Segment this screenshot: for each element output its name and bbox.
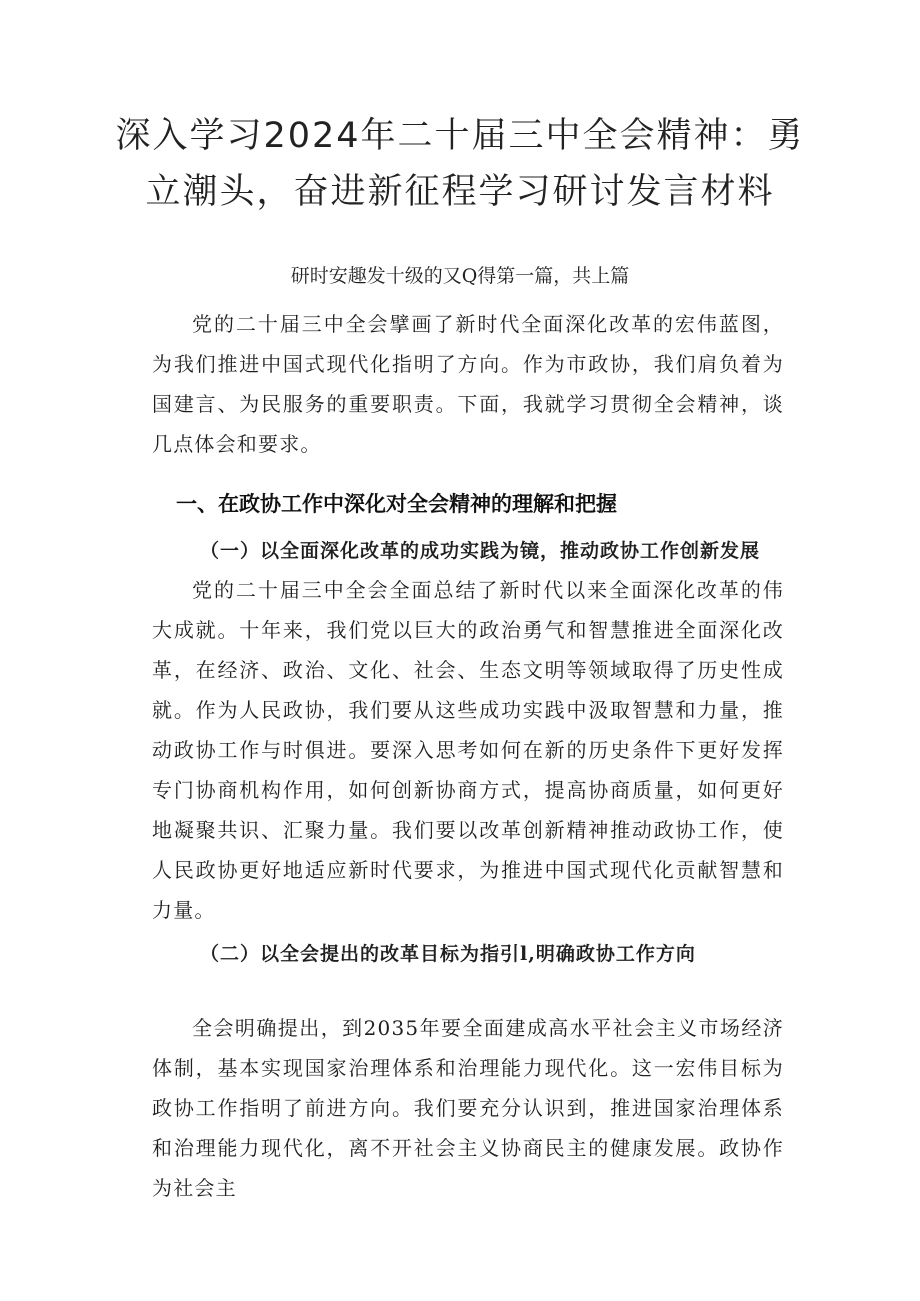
- document-title: 深入学习2024年二十届三中全会精神：勇立潮头，奋进新征程学习研讨发言材料: [115, 116, 805, 212]
- subsection-heading-1: （一）以全面深化改革的成功实践为镜，推动政协工作创新发展: [200, 540, 761, 562]
- subsection-2-paragraph: 全会明确提出，到2035年要全面建成高水平社会主义市场经济体制，基本实现国家治理体系和治理能力现代化。这一宏伟目标为政协工作指明了前进方向。我们要充分认识到，推进国家治理体系和治理能力现代化，离不开社会主义协商民主的健康发展。政协作为社会主: [152, 1016, 784, 1200]
- document-subtitle: 研时安趣发十级的又Q得第一篇，共上篇: [290, 265, 630, 287]
- subsection-heading-2: （二）以全会提出的改革目标为指引l,明确政协工作方向: [200, 943, 696, 965]
- section-heading-1: 一、在政协工作中深化对全会精神的理解和把握: [176, 492, 617, 516]
- subsection-1-paragraph: 党的二十届三中全会全面总结了新时代以来全面深化改革的伟大成就。十年来，我们党以巨大的政治勇气和智慧推进全面深化改革，在经济、政治、文化、社会、生态文明等领域取得了历史性成就。作为人民政协，我们要从这些成功实践中汲取智慧和力量，推动政协工作与时俱进。要深入思考如何在新的历史条件下更好发挥专门协商机构作用，如何创新协商方式，提高协商质量，如何更好地凝聚共识、汇聚力量。我们要以改革创新精神推动政协工作，使人民政协更好地适应新时代要求，为推进中国式现代化贡献智慧和力量。: [152, 578, 784, 922]
- intro-paragraph: 党的二十届三中全会擘画了新时代全面深化改革的宏伟蓝图，为我们推进中国式现代化指明了方向。作为市政协，我们肩负着为国建言、为民服务的重要职责。下面，我就学习贯彻全会精神，谈几点体会和要求。: [152, 312, 784, 456]
